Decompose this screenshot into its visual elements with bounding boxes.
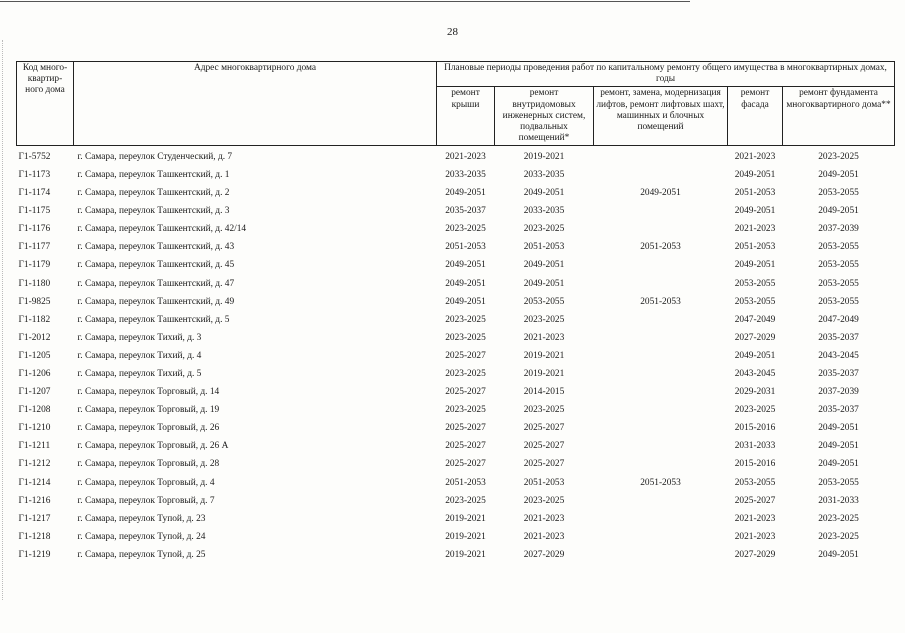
cell-facade: 2051-2053: [734, 188, 776, 199]
cell-code: Г1-1207: [18, 387, 51, 398]
cell-roof: 2019-2021: [445, 531, 486, 542]
cell-foundation: 2053-2055: [818, 296, 859, 307]
cell-foundation: 2037-2039: [818, 224, 859, 235]
header-code: Код много-квартир-ного дома: [17, 62, 74, 146]
cell-foundation: 2049-2051: [818, 423, 859, 434]
table-row: [17, 528, 895, 546]
table-row: [17, 167, 895, 185]
cell-elevators: [594, 492, 728, 510]
cell-roof: 2023-2025: [445, 224, 486, 235]
cell-address: г. Самара, переулок Ташкентский, д. 2: [77, 188, 230, 199]
cell-address: г. Самара, переулок Торговый, д. 14: [77, 387, 220, 398]
cell-engineering: 2033-2035: [523, 206, 565, 217]
cell-facade: 2053-2055: [734, 278, 776, 289]
cell-facade: 2027-2029: [734, 549, 776, 560]
cell-roof: 2033-2035: [445, 169, 486, 180]
header-engineering: ремонт внутридомовых инженерных систем, подвальных помещений*: [495, 87, 594, 146]
table-row: [17, 492, 895, 510]
cell-engineering: 2025-2027: [523, 423, 565, 434]
table-row: [17, 329, 895, 347]
cell-address: г. Самара, переулок Торговый, д. 26: [77, 423, 220, 434]
cell-address: г. Самара, переулок Ташкентский, д. 47: [77, 278, 235, 289]
table-row: [17, 456, 895, 474]
cell-engineering: 2021-2023: [523, 513, 565, 524]
cell-facade: 2021-2023: [734, 151, 776, 162]
header-elevators: ремонт, замена, модернизация лифтов, ремонт лифтовых шахт, машинных и блочных помещений: [594, 87, 728, 146]
cell-engineering: 2019-2021: [523, 350, 565, 361]
cell-foundation: 2053-2055: [818, 260, 859, 271]
cell-foundation: 2047-2049: [818, 314, 859, 325]
cell-code: Г1-1212: [18, 459, 51, 470]
cell-roof: 2051-2053: [445, 477, 486, 488]
cell-code: Г1-9825: [18, 296, 51, 307]
cell-facade: 2047-2049: [734, 314, 776, 325]
cell-elevators: [594, 347, 728, 365]
cell-address: г. Самара, переулок Ташкентский, д. 43: [77, 242, 235, 253]
cell-roof: 2023-2025: [445, 405, 486, 416]
table-row: [17, 146, 895, 167]
cell-address: г. Самара, переулок Торговый, д. 28: [77, 459, 220, 470]
cell-address: г. Самара, переулок Тихий, д. 4: [77, 350, 202, 361]
scan-margin-marks: [2, 40, 7, 600]
table-row: [17, 257, 895, 275]
top-rule: [0, 1, 690, 2]
cell-facade: 2053-2055: [734, 477, 776, 488]
table-row: [17, 185, 895, 203]
cell-engineering: 2023-2025: [523, 314, 565, 325]
cell-engineering: 2025-2027: [523, 459, 565, 470]
cell-elevators: 2049-2051: [640, 188, 681, 199]
cell-roof: 2023-2025: [445, 495, 486, 506]
cell-roof: 2049-2051: [445, 278, 486, 289]
cell-address: г. Самара, переулок Ташкентский, д. 5: [77, 314, 230, 325]
cell-elevators: [594, 311, 728, 329]
cell-foundation: 2023-2025: [818, 151, 859, 162]
cell-foundation: 2053-2055: [818, 477, 859, 488]
cell-code: Г1-1205: [18, 350, 51, 361]
cell-engineering: 2021-2023: [523, 332, 565, 343]
header-roof: ремонт крыши: [437, 87, 495, 146]
cell-code: Г1-2012: [18, 332, 51, 343]
cell-foundation: 2049-2051: [818, 549, 859, 560]
cell-code: Г1-5752: [18, 151, 51, 162]
table-row: [17, 510, 895, 528]
header-foundation: ремонт фундамента многоквартирного дома**: [783, 87, 895, 146]
cell-code: Г1-1219: [18, 549, 51, 560]
cell-foundation: 2049-2051: [818, 441, 859, 452]
cell-foundation: 2037-2039: [818, 387, 859, 398]
cell-elevators: [594, 510, 728, 528]
cell-roof: 2049-2051: [445, 296, 486, 307]
cell-engineering: 2049-2051: [523, 278, 565, 289]
cell-address: г. Самара, переулок Тихий, д. 3: [77, 332, 202, 343]
cell-code: Г1-1216: [18, 495, 51, 506]
cell-facade: 2051-2053: [734, 242, 776, 253]
cell-engineering: 2023-2025: [523, 405, 565, 416]
cell-code: Г1-1177: [18, 242, 51, 253]
cell-code: Г1-1210: [18, 423, 51, 434]
cell-address: г. Самара, переулок Ташкентский, д. 1: [77, 169, 230, 180]
cell-elevators: [594, 402, 728, 420]
cell-facade: 2049-2051: [734, 169, 776, 180]
cell-engineering: 2019-2021: [523, 151, 565, 162]
cell-code: Г1-1180: [18, 278, 51, 289]
cell-address: г. Самара, переулок Ташкентский, д. 49: [77, 296, 235, 307]
cell-foundation: 2035-2037: [818, 368, 859, 379]
cell-facade: 2015-2016: [734, 423, 776, 434]
cell-code: Г1-1173: [18, 169, 51, 180]
cell-engineering: 2021-2023: [523, 531, 565, 542]
table-row: [17, 293, 895, 311]
cell-elevators: [594, 146, 728, 167]
cell-elevators: [594, 456, 728, 474]
cell-elevators: 2051-2053: [640, 296, 681, 307]
cell-engineering: 2023-2025: [523, 224, 565, 235]
cell-roof: 2025-2027: [445, 441, 486, 452]
cell-foundation: 2053-2055: [818, 278, 859, 289]
cell-code: Г1-1217: [18, 513, 51, 524]
cell-facade: 2015-2016: [734, 459, 776, 470]
cell-address: г. Самара, переулок Тупой, д. 24: [77, 531, 206, 542]
cell-foundation: 2053-2055: [818, 242, 859, 253]
cell-address: г. Самара, переулок Ташкентский, д. 42/14: [77, 224, 247, 235]
cell-facade: 2021-2023: [734, 531, 776, 542]
cell-roof: 2023-2025: [445, 332, 486, 343]
cell-roof: 2019-2021: [445, 513, 486, 524]
cell-address: г. Самара, переулок Тихий, д. 5: [77, 368, 202, 379]
cell-facade: 2021-2023: [734, 224, 776, 235]
cell-facade: 2049-2051: [734, 350, 776, 361]
cell-elevators: [594, 546, 728, 564]
cell-code: Г1-1174: [18, 188, 51, 199]
cell-foundation: 2023-2025: [818, 531, 859, 542]
cell-code: Г1-1218: [18, 531, 51, 542]
cell-address: г. Самара, переулок Тупой, д. 23: [77, 513, 206, 524]
cell-engineering: 2049-2051: [523, 188, 565, 199]
cell-engineering: 2023-2025: [523, 495, 565, 506]
cell-elevators: [594, 420, 728, 438]
cell-roof: 2019-2021: [445, 549, 486, 560]
cell-roof: 2051-2053: [445, 242, 486, 253]
cell-engineering: 2033-2035: [523, 169, 565, 180]
page-number: 28: [447, 26, 458, 38]
table-row: [17, 347, 895, 365]
cell-address: г. Самара, переулок Ташкентский, д. 3: [77, 206, 230, 217]
cell-code: Г1-1182: [18, 314, 51, 325]
cell-code: Г1-1176: [18, 224, 51, 235]
cell-elevators: [594, 257, 728, 275]
cell-elevators: [594, 438, 728, 456]
cell-foundation: 2035-2037: [818, 405, 859, 416]
cell-code: Г1-1214: [18, 477, 51, 488]
cell-facade: 2021-2023: [734, 513, 776, 524]
cell-elevators: [594, 366, 728, 384]
table-row: [17, 384, 895, 402]
cell-roof: 2035-2037: [445, 206, 486, 217]
cell-roof: 2023-2025: [445, 368, 486, 379]
cell-elevators: 2051-2053: [640, 477, 681, 488]
header-facade: ремонт фасада: [728, 87, 783, 146]
cell-engineering: 2053-2055: [523, 296, 565, 307]
cell-engineering: 2014-2015: [523, 387, 565, 398]
cell-facade: 2049-2051: [734, 260, 776, 271]
cell-facade: 2029-2031: [734, 387, 776, 398]
cell-code: Г1-1206: [18, 368, 51, 379]
cell-elevators: [594, 275, 728, 293]
header-address: Адрес многоквартирного дома: [74, 62, 437, 146]
table-row: [17, 311, 895, 329]
cell-elevators: [594, 329, 728, 347]
table-row: [17, 366, 895, 384]
cell-foundation: 2031-2033: [818, 495, 859, 506]
table-body: [17, 146, 895, 565]
cell-facade: 2027-2029: [734, 332, 776, 343]
cell-facade: 2049-2051: [734, 206, 776, 217]
cell-roof: 2025-2027: [445, 350, 486, 361]
cell-engineering: 2027-2029: [523, 549, 565, 560]
cell-engineering: 2025-2027: [523, 441, 565, 452]
cell-facade: 2053-2055: [734, 296, 776, 307]
table-row: [17, 275, 895, 293]
cell-elevators: [594, 384, 728, 402]
header-periods: Плановые периоды проведения работ по капитальному ремонту общего имущества в многоквартирных домах, годы: [437, 62, 895, 87]
cell-address: г. Самара, переулок Торговый, д. 19: [77, 405, 220, 416]
cell-facade: 2023-2025: [734, 405, 776, 416]
cell-elevators: [594, 528, 728, 546]
cell-facade: 2043-2045: [734, 368, 776, 379]
cell-code: Г1-1211: [18, 441, 51, 452]
cell-foundation: 2043-2045: [818, 350, 859, 361]
cell-roof: 2023-2025: [445, 314, 486, 325]
cell-foundation: 2053-2055: [818, 188, 859, 199]
cell-roof: 2025-2027: [445, 423, 486, 434]
cell-roof: 2025-2027: [445, 387, 486, 398]
cell-engineering: 2051-2053: [523, 242, 565, 253]
cell-address: г. Самара, переулок Торговый, д. 7: [77, 495, 215, 506]
cell-address: г. Самара, переулок Торговый, д. 4: [77, 477, 215, 488]
table-row: [17, 474, 895, 492]
cell-elevators: [594, 221, 728, 239]
cell-elevators: 2051-2053: [640, 242, 681, 253]
table-row: [17, 420, 895, 438]
cell-address: г. Самара, переулок Тупой, д. 25: [77, 549, 206, 560]
table-row: [17, 203, 895, 221]
table-row: [17, 438, 895, 456]
table-row: [17, 239, 895, 257]
cell-foundation: 2023-2025: [818, 513, 859, 524]
cell-roof: 2049-2051: [445, 188, 486, 199]
cell-address: г. Самара, переулок Ташкентский, д. 45: [77, 260, 235, 271]
cell-roof: 2021-2023: [445, 151, 486, 162]
cell-code: Г1-1175: [18, 206, 51, 217]
cell-code: Г1-1179: [18, 260, 51, 271]
cell-engineering: 2051-2053: [523, 477, 565, 488]
cell-engineering: 2049-2051: [523, 260, 565, 271]
cell-code: Г1-1208: [18, 405, 51, 416]
cell-roof: 2049-2051: [445, 260, 486, 271]
cell-foundation: 2035-2037: [818, 332, 859, 343]
cell-elevators: [594, 167, 728, 185]
cell-address: г. Самара, переулок Торговый, д. 26 А: [77, 441, 229, 452]
cell-address: г. Самара, переулок Студенческий, д. 7: [77, 151, 233, 162]
cell-facade: 2031-2033: [734, 441, 776, 452]
cell-foundation: 2049-2051: [818, 169, 859, 180]
table-row: [17, 221, 895, 239]
cell-elevators: [594, 203, 728, 221]
table-row: [17, 402, 895, 420]
cell-facade: 2025-2027: [734, 495, 776, 506]
table-row: [17, 546, 895, 564]
cell-foundation: 2049-2051: [818, 206, 859, 217]
capital-repair-table: [16, 61, 895, 565]
cell-roof: 2025-2027: [445, 459, 486, 470]
cell-foundation: 2049-2051: [818, 459, 859, 470]
cell-engineering: 2019-2021: [523, 368, 565, 379]
